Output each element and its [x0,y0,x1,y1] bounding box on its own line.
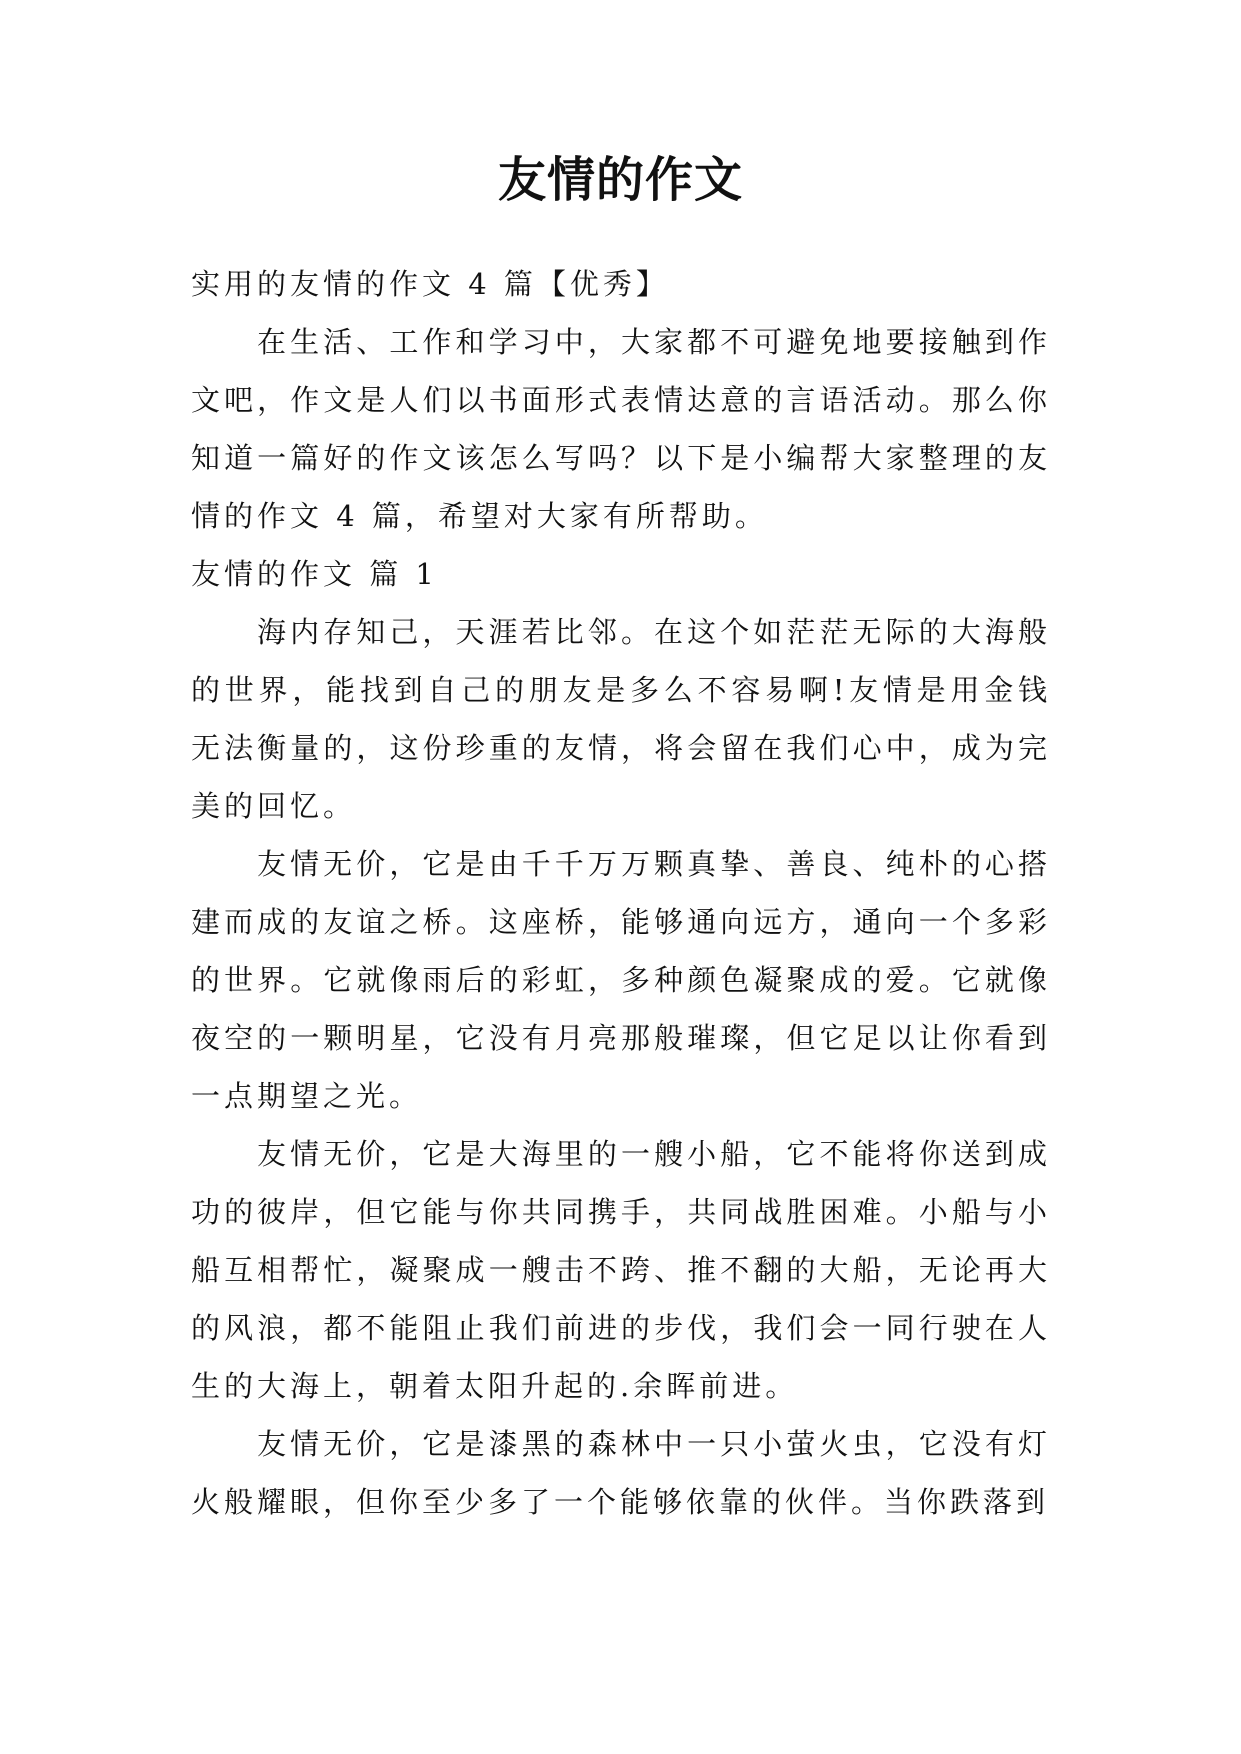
document-title: 友情的作文 [497,152,743,208]
body-paragraph: 海内存知己，天涯若比邻。在这个如茫茫无际的大海般的世界，能找到自己的朋友是多么不容易啊!友情是用金钱无法衡量的，这份珍重的友情，将会留在我们心中，成为完美的回忆。 [191,615,1051,823]
body-paragraph: 友情无价，它是大海里的一艘小船，它不能将你送到成功的彼岸，但它能与你共同携手，共同战胜困难。小船与小船互相帮忙，凝聚成一艘击不跨、推不翻的大船，无论再大的风浪，都不能阻止我们前进的步伐，我们会一同行驶在人生的大海上，朝着太阳升起的.余晖前进。 [191,1137,1051,1403]
document-body [191,255,1051,1531]
document-subtitle: 实用的友情的作文 4 篇【优秀】 [191,267,669,301]
section-heading: 友情的作文 篇 1 [191,557,438,591]
body-paragraph: 友情无价，它是由千千万万颗真挚、善良、纯朴的心搭建而成的友谊之桥。这座桥，能够通向远方，通向一个多彩的世界。它就像雨后的彩虹，多种颜色凝聚成的爱。它就像夜空的一颗明星，它没有月亮那般璀璨，但它足以让你看到一点期望之光。 [191,847,1051,1113]
intro-paragraph: 在生活、工作和学习中，大家都不可避免地要接触到作文吧，作文是人们以书面形式表情达意的言语活动。那么你知道一篇好的作文该怎么写吗？以下是小编帮大家整理的友情的作文 4 篇，希望对大家有所帮助。 [191,325,1051,533]
body-paragraph: 友情无价，它是漆黑的森林中一只小萤火虫，它没有灯火般耀眼，但你至少多了一个能够依靠的伙伴。当你跌落到 [191,1427,1051,1519]
